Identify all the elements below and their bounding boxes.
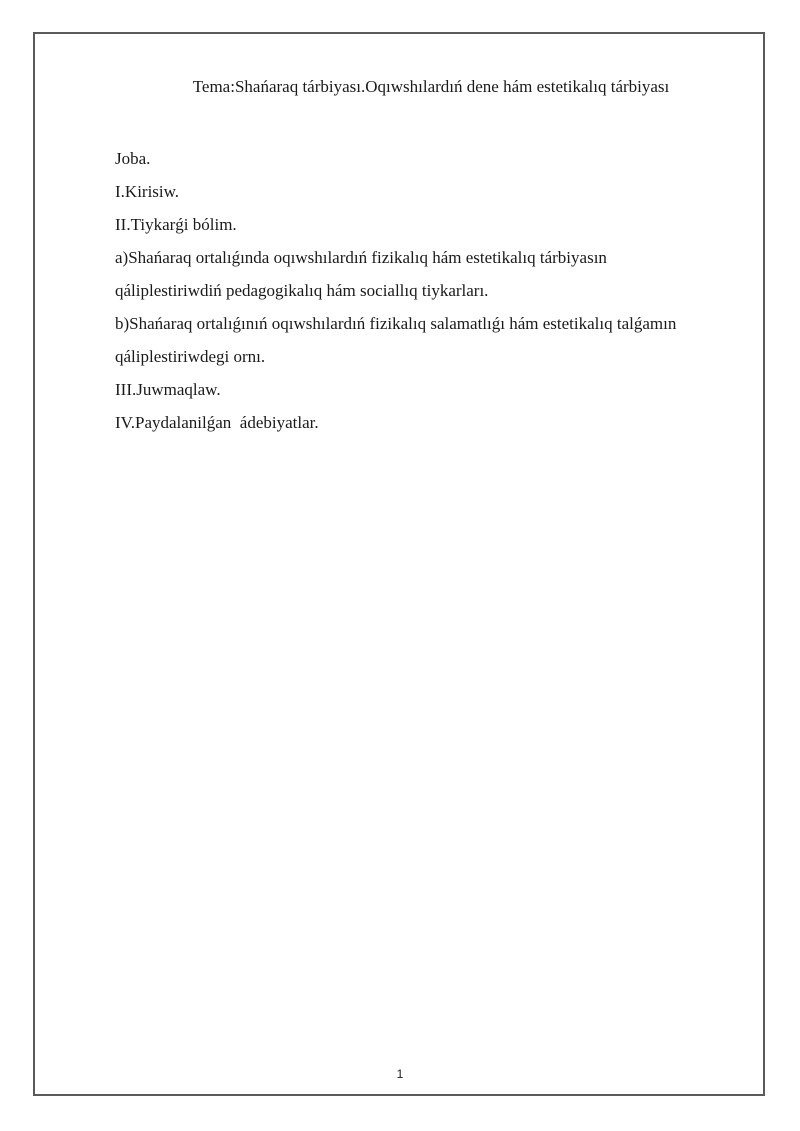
plan-section: [115, 142, 755, 439]
plan-item-a-line-1: a)Shańaraq ortalıǵında oqıwshılardıń fizikalıq hám estetikalıq tárbiyasın: [115, 248, 607, 267]
plan-item-main-part: II.Tiykarǵi bólim.: [115, 215, 237, 234]
plan-item-a-line-2: qáliplestiriwdiń pedagogikalıq hám sociallıq tiykarları.: [115, 281, 489, 300]
page-number: 1: [396, 1067, 404, 1081]
plan-item-b-line-1: b)Shańaraq ortalıǵınıń oqıwshılardıń fizikalıq salamatlıǵı hám estetikalıq talǵamın: [115, 314, 677, 333]
plan-item-introduction: I.Kirisiw.: [115, 182, 180, 201]
plan-item-conclusion: III.Juwmaqlaw.: [115, 380, 221, 399]
plan-item-references: IV.Paydalanilǵan ádebiyatlar.: [115, 413, 319, 432]
plan-item-b-line-2: qáliplestiriwdegi ornı.: [115, 347, 266, 366]
document-title: Tema:Shańaraq tárbiyası.Oqıwshılardıń dene hám estetikalıq tárbiyası: [192, 77, 670, 96]
plan-heading: Joba.: [115, 149, 151, 168]
